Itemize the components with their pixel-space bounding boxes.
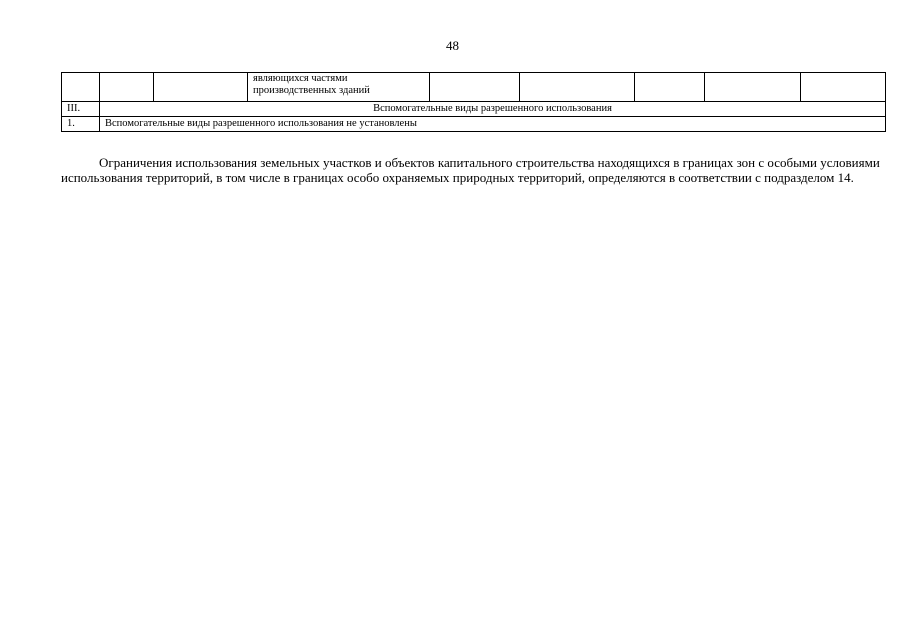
table-cell-empty — [801, 73, 886, 102]
table-section-row — [62, 102, 886, 117]
table-row — [62, 117, 886, 132]
table-cell-empty — [154, 73, 248, 102]
body-paragraph: Ограничения использования земельных участков и объектов капитального строительства находящихся в границах зон с особыми условиями использования территорий, в том числе в границах особо охраняемых природных территорий, определяются в соответствии с подразделом 14. — [61, 155, 880, 185]
land-use-table — [61, 72, 886, 132]
table-cell-description — [248, 73, 430, 102]
table-cell-empty — [705, 73, 801, 102]
table-cell-empty — [635, 73, 705, 102]
section-title: Вспомогательные виды разрешенного использования — [100, 102, 886, 117]
table-cell-empty — [430, 73, 520, 102]
table-row — [62, 73, 886, 102]
cell-text-line: производственных зданий — [253, 85, 370, 96]
item-text: Вспомогательные виды разрешенного использования не установлены — [100, 117, 886, 132]
page-number: 48 — [446, 38, 459, 53]
section-index: III. — [62, 102, 100, 117]
table-cell-empty — [62, 73, 100, 102]
table-cell-empty — [100, 73, 154, 102]
item-index: 1. — [62, 117, 100, 132]
table-cell-empty — [520, 73, 635, 102]
cell-text-line: являющихся частями — [253, 73, 348, 84]
